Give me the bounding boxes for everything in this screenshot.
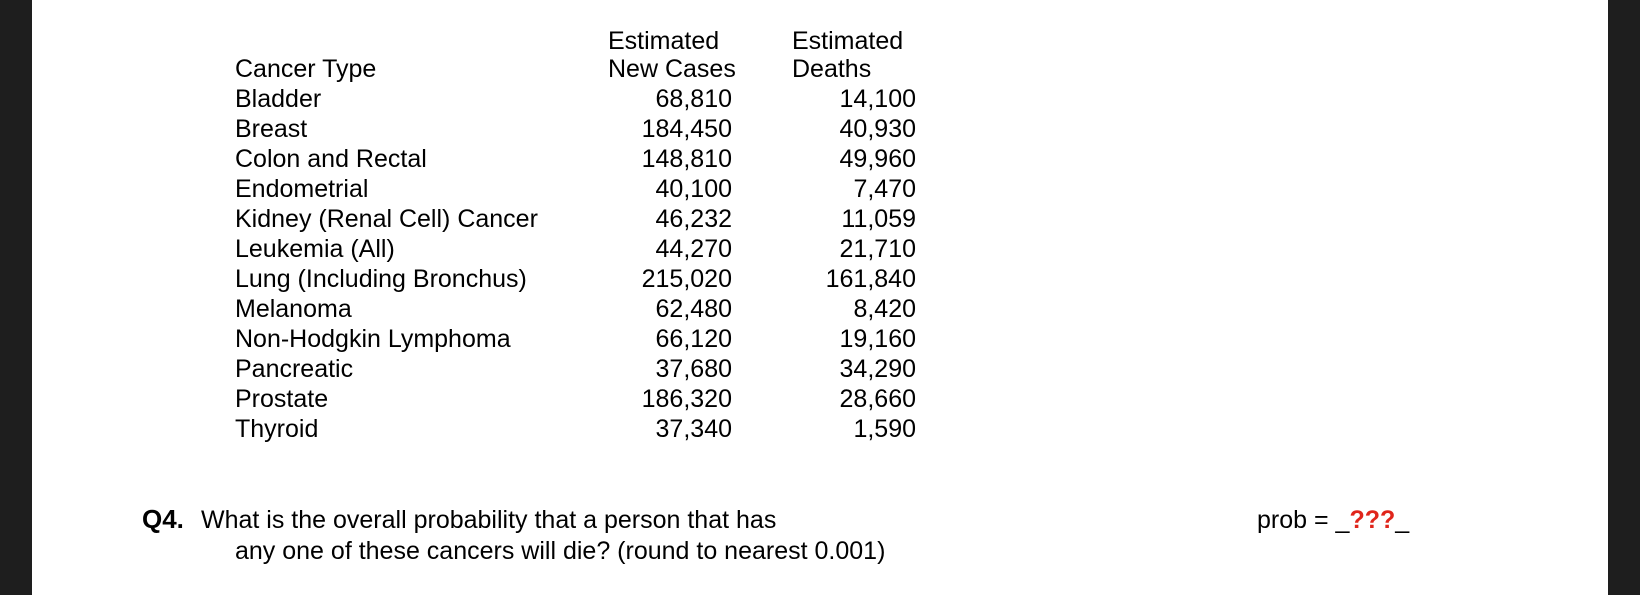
row-new-cases: 37,680: [655, 355, 732, 383]
row-deaths: 1,590: [853, 415, 916, 443]
question-text-line1: What is the overall probability that a person that has: [201, 506, 777, 534]
row-new-cases: 184,450: [641, 115, 732, 143]
row-cancer-type: Leukemia (All): [235, 235, 395, 263]
row-new-cases: 215,020: [641, 265, 732, 293]
row-new-cases: 44,270: [655, 235, 732, 263]
row-cancer-type: Endometrial: [235, 175, 369, 203]
row-deaths: 34,290: [839, 355, 916, 383]
row-new-cases: 68,810: [655, 85, 732, 113]
row-cancer-type: Non-Hodgkin Lymphoma: [235, 325, 511, 353]
row-new-cases: 62,480: [655, 295, 732, 323]
row-new-cases: 37,340: [655, 415, 732, 443]
row-deaths: 49,960: [839, 145, 916, 173]
row-deaths: 40,930: [839, 115, 916, 143]
row-deaths: 19,160: [839, 325, 916, 353]
row-cancer-type: Pancreatic: [235, 355, 354, 383]
row-cancer-type: Prostate: [235, 385, 329, 413]
row-deaths: 14,100: [839, 85, 916, 113]
document-page: [32, 0, 1608, 595]
header-cancer-type: Cancer Type: [235, 55, 377, 83]
row-new-cases: 66,120: [655, 325, 732, 353]
row-new-cases: 186,320: [641, 385, 732, 413]
row-cancer-type: Melanoma: [235, 295, 352, 323]
row-deaths: 28,660: [839, 385, 916, 413]
answer-prefix: prob = _: [1257, 506, 1350, 534]
row-deaths: 7,470: [853, 175, 916, 203]
question-label: Q4.: [142, 504, 184, 534]
row-cancer-type: Thyroid: [235, 415, 319, 443]
row-new-cases: 46,232: [655, 205, 732, 233]
row-cancer-type: Lung (Including Bronchus): [235, 265, 527, 293]
header-new-cases-line2: New Cases: [608, 55, 736, 83]
row-cancer-type: Kidney (Renal Cell) Cancer: [235, 205, 538, 233]
row-new-cases: 40,100: [655, 175, 732, 203]
answer-field: [1257, 505, 1409, 535]
row-deaths: 11,059: [841, 205, 916, 233]
header-new-cases-line1: Estimated: [608, 27, 720, 55]
row-cancer-type: Breast: [235, 115, 308, 143]
row-deaths: 21,710: [839, 235, 916, 263]
row-cancer-type: Bladder: [235, 85, 322, 113]
row-deaths: 161,840: [825, 265, 916, 293]
header-deaths-line2: Deaths: [792, 55, 872, 83]
answer-placeholder: ???: [1349, 506, 1396, 534]
question-text-line2: any one of these cancers will die? (round to nearest 0.001): [235, 537, 886, 565]
header-deaths-line1: Estimated: [792, 27, 904, 55]
row-cancer-type: Colon and Rectal: [235, 145, 427, 173]
row-deaths: 8,420: [853, 295, 916, 323]
answer-suffix: _: [1395, 506, 1410, 534]
row-new-cases: 148,810: [641, 145, 732, 173]
